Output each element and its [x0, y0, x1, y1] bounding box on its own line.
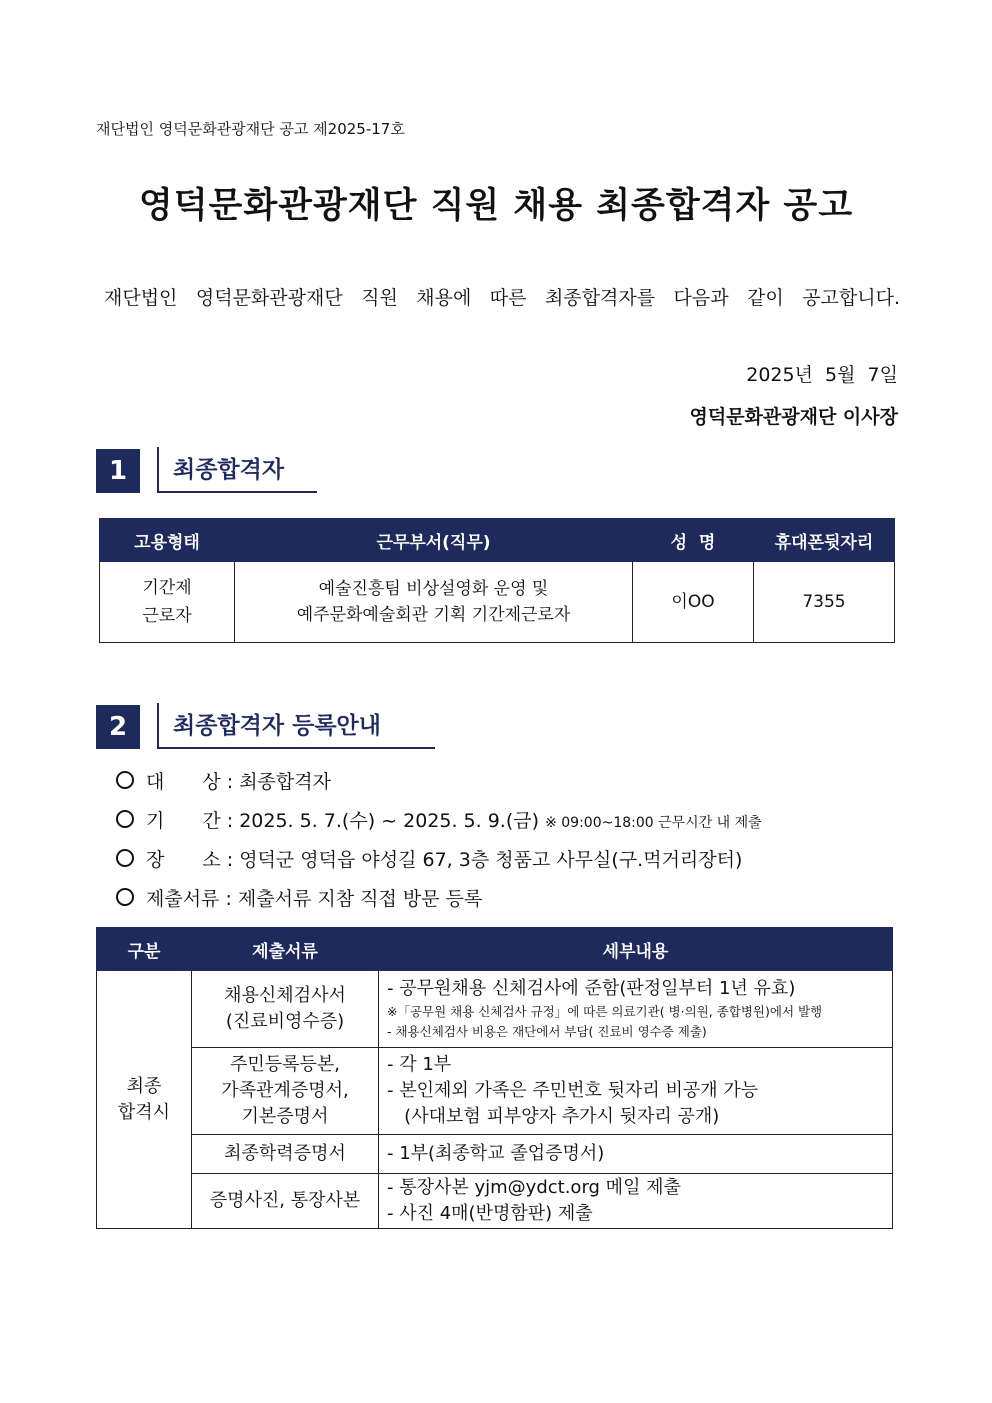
- info-target: 대 상 : 최종합격자: [116, 767, 331, 794]
- col-header-employment: 고용형태: [100, 519, 235, 562]
- intro-text: 재단법인 영덕문화관광재단 직원 채용에 따른 최종합격자를 다음과 같이 공고합니다.: [104, 287, 900, 309]
- circle-bullet-icon: [116, 771, 134, 789]
- documents-table: [96, 927, 893, 1229]
- info-label: 제출서류: [146, 888, 220, 910]
- department-line: 예술진흥팀 비상설영화 운영 및: [318, 579, 549, 599]
- signer: 영덕문화관광재단 이사장: [689, 406, 898, 428]
- detail-cell: [379, 971, 893, 1048]
- detail-cell: [379, 1135, 893, 1174]
- employment-type-line: 근로자: [142, 606, 192, 626]
- category-line: 최종: [126, 1075, 162, 1097]
- detail-note: - 채용신체검사 비용은 재단에서 부담( 진료비 영수증 제출): [387, 1024, 707, 1039]
- detail-line: - 통장사본 yjm@ydct.org 메일 제출: [387, 1177, 681, 1198]
- info-label: 장 소: [146, 849, 221, 871]
- category-cell: [97, 971, 192, 1229]
- table-row: [97, 1174, 893, 1229]
- col-header-category: 구분: [97, 928, 192, 971]
- col-header-name: 성 명: [633, 519, 754, 562]
- document-line: (진료비영수증): [225, 1011, 345, 1032]
- detail-note: ※「공무원 채용 신체검사 규정」에 따른 의료기관( 병·의원, 종합병원)에서 발행: [387, 1004, 823, 1019]
- document-line: 기본증명서: [241, 1106, 329, 1127]
- phone-cell: 7355: [754, 562, 895, 643]
- info-note: ※ 09:00~18:00 근무시간 내 제출: [545, 815, 762, 831]
- detail-line: (사대보험 피부양자 추가시 뒷자리 공개): [387, 1106, 720, 1127]
- table-row: [100, 562, 895, 643]
- info-location: 장 소 : 영덕군 영덕읍 야성길 67, 3층 청품고 사무실(구.먹거리장터): [116, 845, 742, 872]
- col-header-documents: 제출서류: [192, 928, 379, 971]
- table-header-row: [100, 519, 895, 562]
- document-line: 채용신체검사서: [224, 985, 346, 1006]
- circle-bullet-icon: [116, 888, 134, 906]
- section-2-number: 2: [96, 705, 140, 749]
- col-header-department: 근무부서(직무): [235, 519, 633, 562]
- detail-line: - 사진 4매(반명함판) 제출: [387, 1203, 593, 1224]
- finalists-table: [99, 518, 895, 643]
- page-title: 영덕문화관광재단 직원 채용 최종합격자 공고: [138, 186, 854, 226]
- employment-type-line: 기간제: [142, 578, 192, 598]
- detail-line: - 각 1부: [387, 1054, 452, 1075]
- circle-bullet-icon: [116, 810, 134, 828]
- info-value: 최종합격자: [239, 771, 331, 793]
- name-cell: 이OO: [633, 562, 754, 643]
- detail-line: - 본인제외 가족은 주민번호 뒷자리 비공개 가능: [387, 1080, 759, 1101]
- info-value: 영덕군 영덕읍 야성길 67, 3층 청품고 사무실(구.먹거리장터): [239, 849, 743, 871]
- circle-bullet-icon: [116, 849, 134, 867]
- info-label: 기 간: [146, 810, 221, 832]
- notice-number: 재단법인 영덕문화관광재단 공고 제2025-17호: [96, 120, 405, 138]
- col-header-phone: 휴대폰뒷자리: [754, 519, 895, 562]
- table-row: [97, 1048, 893, 1135]
- info-value: 2025. 5. 7.(수) ~ 2025. 5. 9.(금): [239, 810, 540, 832]
- table-row: [97, 1135, 893, 1174]
- detail-cell: [379, 1174, 893, 1229]
- col-header-details: 세부내용: [379, 928, 893, 971]
- document-cell: 최종학력증명서: [192, 1135, 379, 1174]
- info-documents: 제출서류 : 제출서류 지참 직접 방문 등록: [116, 884, 482, 911]
- info-value: 제출서류 지참 직접 방문 등록: [237, 888, 483, 910]
- info-label: 대 상: [146, 771, 221, 793]
- document-cell: [192, 971, 379, 1048]
- document-line: 주민등록등본,: [229, 1054, 341, 1075]
- table-row: [97, 971, 893, 1048]
- document-cell: [192, 1048, 379, 1135]
- detail-cell: [379, 1048, 893, 1135]
- document-cell: 증명사진, 통장사본: [192, 1174, 379, 1229]
- detail-line: - 공무원채용 신체검사에 준함(판정일부터 1년 유효): [387, 978, 796, 999]
- section-1-number: 1: [96, 449, 140, 493]
- notice-date: 2025년 5월 7일: [746, 364, 898, 386]
- employment-type-cell: [100, 562, 235, 643]
- table-header-row: [97, 928, 893, 971]
- document-line: 가족관계증명서,: [221, 1080, 349, 1101]
- info-period: 기 간 : 2025. 5. 7.(수) ~ 2025. 5. 9.(금) ※ 09:00~18:00 근무시간 내 제출: [116, 806, 762, 833]
- department-cell: [235, 562, 633, 643]
- department-line: 예주문화예술회관 기획 기간제근로자: [296, 605, 571, 625]
- category-line: 합격시: [117, 1101, 171, 1123]
- section-1-title: 최종합격자: [157, 447, 317, 493]
- section-2-title: 최종합격자 등록안내: [157, 703, 435, 749]
- detail-line: - 1부(최종학교 졸업증명서): [387, 1143, 605, 1164]
